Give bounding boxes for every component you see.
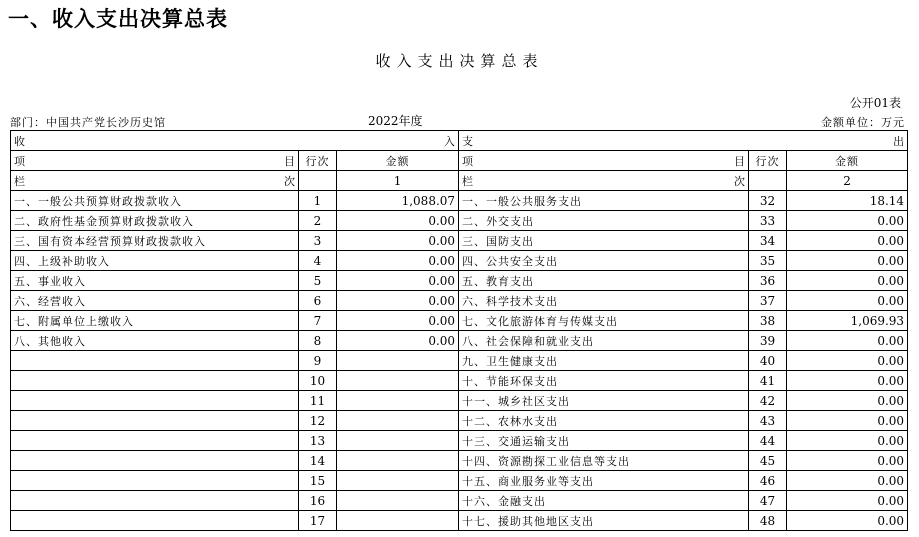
- expense-amount: 0.00: [787, 211, 908, 231]
- header-row-3: [11, 171, 908, 191]
- expense-amount: 0.00: [787, 451, 908, 471]
- expense-line-number: 34: [749, 231, 787, 251]
- income-line-number: 16: [299, 491, 337, 511]
- expense-line-header: 行次: [749, 151, 787, 171]
- table-row: [11, 331, 908, 351]
- expense-item-label: 十六、金融支出: [459, 491, 749, 511]
- income-item-label: 三、国有资本经营预算财政拨款收入: [11, 231, 299, 251]
- income-line-number: 17: [299, 511, 337, 531]
- income-amount: 0.00: [337, 271, 459, 291]
- table-row: [11, 511, 908, 531]
- expense-item-label: 十五、商业服务业等支出: [459, 471, 749, 491]
- table-row: [11, 291, 908, 311]
- income-amount: [337, 351, 459, 371]
- expense-item-label: 十二、农林水支出: [459, 411, 749, 431]
- income-line-number: 15: [299, 471, 337, 491]
- income-amount: 0.00: [337, 311, 459, 331]
- income-amount-header: 金额: [337, 151, 459, 171]
- income-item-label: 六、经营收入: [11, 291, 299, 311]
- expense-line-number: 41: [749, 371, 787, 391]
- income-line-number: 11: [299, 391, 337, 411]
- income-amount: 0.00: [337, 231, 459, 251]
- income-item-label: [11, 371, 299, 391]
- expense-item-label: 三、国防支出: [459, 231, 749, 251]
- income-expense-table: [10, 130, 908, 531]
- table-title: 收入支出决算总表: [375, 52, 544, 70]
- income-line-number: 6: [299, 291, 337, 311]
- income-line-number: 5: [299, 271, 337, 291]
- income-header-cell: [11, 131, 459, 151]
- income-header-right: 入: [444, 135, 456, 148]
- expense-item-label: 六、科学技术支出: [459, 291, 749, 311]
- table-row: [11, 271, 908, 291]
- table-row: [11, 211, 908, 231]
- income-line-header: 行次: [299, 151, 337, 171]
- income-ci: 次: [284, 175, 295, 188]
- amount-unit: 金额单位：万元: [821, 116, 905, 129]
- income-column-number: 1: [337, 171, 459, 191]
- table-row: [11, 411, 908, 431]
- income-line-number: 9: [299, 351, 337, 371]
- income-item-label: [11, 511, 299, 531]
- income-line-number: 8: [299, 331, 337, 351]
- income-item-label: [11, 411, 299, 431]
- income-amount: 0.00: [337, 291, 459, 311]
- department-label: 部门：中国共产党长沙历史馆: [10, 116, 166, 129]
- income-item-label: 七、附属单位上缴收入: [11, 311, 299, 331]
- expense-amount: 18.14: [787, 191, 908, 211]
- expense-amount: 0.00: [787, 391, 908, 411]
- header-row-1: [11, 131, 908, 151]
- expense-line-number: 47: [749, 491, 787, 511]
- income-amount: [337, 511, 459, 531]
- table-row: [11, 471, 908, 491]
- expense-item-label: 八、社会保障和就业支出: [459, 331, 749, 351]
- expense-amount: 0.00: [787, 491, 908, 511]
- expense-line-number: 35: [749, 251, 787, 271]
- table-row: [11, 251, 908, 271]
- header-row-2: [11, 151, 908, 171]
- expense-amount: 0.00: [787, 511, 908, 531]
- expense-amount: 0.00: [787, 371, 908, 391]
- expense-header-right: 出: [893, 135, 905, 148]
- expense-amount: 0.00: [787, 431, 908, 451]
- table-row: [11, 391, 908, 411]
- income-amount: 1,088.07: [337, 191, 459, 211]
- table-row: [11, 191, 908, 211]
- expense-item-label: 十七、援助其他地区支出: [459, 511, 749, 531]
- table-row: [11, 351, 908, 371]
- expense-line-number: 33: [749, 211, 787, 231]
- income-item-xiang: 项: [14, 155, 25, 168]
- income-amount: [337, 391, 459, 411]
- expense-item-label: 十三、交通运输支出: [459, 431, 749, 451]
- income-item-label: 一、一般公共预算财政拨款收入: [11, 191, 299, 211]
- expense-line-blank: [749, 171, 787, 191]
- expense-lan: 栏: [462, 175, 474, 188]
- income-line-number: 12: [299, 411, 337, 431]
- expense-item-header: [459, 151, 749, 171]
- expense-column-number: 2: [787, 171, 908, 191]
- expense-line-number: 43: [749, 411, 787, 431]
- income-item-label: 二、政府性基金预算财政拨款收入: [11, 211, 299, 231]
- income-item-header: [11, 151, 299, 171]
- income-item-label: [11, 451, 299, 471]
- fiscal-year: 2022年度: [368, 114, 423, 128]
- expense-line-number: 38: [749, 311, 787, 331]
- income-line-number: 14: [299, 451, 337, 471]
- expense-amount: 0.00: [787, 331, 908, 351]
- income-item-mu: 目: [284, 155, 295, 168]
- expense-header-left: 支: [462, 135, 474, 148]
- income-amount: [337, 471, 459, 491]
- income-amount: 0.00: [337, 251, 459, 271]
- expense-amount: 0.00: [787, 271, 908, 291]
- expense-item-label: 五、教育支出: [459, 271, 749, 291]
- expense-item-label: 九、卫生健康支出: [459, 351, 749, 371]
- income-item-label: [11, 351, 299, 371]
- expense-amount-header: 金额: [787, 151, 908, 171]
- income-item-label: 五、事业收入: [11, 271, 299, 291]
- expense-line-number: 46: [749, 471, 787, 491]
- expense-item-label: 四、公共安全支出: [459, 251, 749, 271]
- expense-header-cell: [459, 131, 908, 151]
- expense-line-number: 44: [749, 431, 787, 451]
- table-row: [11, 311, 908, 331]
- expense-line-number: 45: [749, 451, 787, 471]
- expense-column-label: [459, 171, 749, 191]
- income-amount: 0.00: [337, 211, 459, 231]
- income-amount: [337, 431, 459, 451]
- expense-item-label: 十一、城乡社区支出: [459, 391, 749, 411]
- income-lan: 栏: [14, 175, 25, 188]
- expense-amount: 0.00: [787, 291, 908, 311]
- expense-item-label: 一、一般公共服务支出: [459, 191, 749, 211]
- income-amount: [337, 411, 459, 431]
- expense-amount: 0.00: [787, 411, 908, 431]
- expense-line-number: 39: [749, 331, 787, 351]
- income-line-number: 1: [299, 191, 337, 211]
- income-line-number: 2: [299, 211, 337, 231]
- income-item-label: 四、上级补助收入: [11, 251, 299, 271]
- income-line-number: 3: [299, 231, 337, 251]
- expense-amount: 0.00: [787, 231, 908, 251]
- table-row: [11, 231, 908, 251]
- form-code: 公开01表: [849, 96, 901, 110]
- income-line-blank: [299, 171, 337, 191]
- income-line-number: 7: [299, 311, 337, 331]
- table-row: [11, 491, 908, 511]
- expense-item-label: 十四、资源勘探工业信息等支出: [459, 451, 749, 471]
- expense-line-number: 42: [749, 391, 787, 411]
- income-amount: [337, 371, 459, 391]
- income-item-label: [11, 391, 299, 411]
- expense-line-number: 36: [749, 271, 787, 291]
- expense-line-number: 48: [749, 511, 787, 531]
- income-item-label: [11, 471, 299, 491]
- income-amount: 0.00: [337, 331, 459, 351]
- expense-amount: 0.00: [787, 251, 908, 271]
- section-heading: 一、收入支出决算总表: [8, 7, 228, 31]
- expense-ci: 次: [734, 175, 746, 188]
- income-line-number: 10: [299, 371, 337, 391]
- expense-line-number: 32: [749, 191, 787, 211]
- income-line-number: 4: [299, 251, 337, 271]
- expense-item-label: 七、文化旅游体育与传媒支出: [459, 311, 749, 331]
- expense-line-number: 40: [749, 351, 787, 371]
- expense-amount: 0.00: [787, 471, 908, 491]
- expense-item-label: 二、外交支出: [459, 211, 749, 231]
- expense-item-xiang: 项: [462, 155, 474, 168]
- income-line-number: 13: [299, 431, 337, 451]
- expense-amount: 1,069.93: [787, 311, 908, 331]
- expense-item-label: 十、节能环保支出: [459, 371, 749, 391]
- income-column-label: [11, 171, 299, 191]
- table-row: [11, 371, 908, 391]
- income-amount: [337, 491, 459, 511]
- expense-item-mu: 目: [734, 155, 746, 168]
- expense-line-number: 37: [749, 291, 787, 311]
- income-item-label: 八、其他收入: [11, 331, 299, 351]
- table-row: [11, 431, 908, 451]
- income-header-left: 收: [14, 135, 25, 148]
- income-amount: [337, 451, 459, 471]
- income-item-label: [11, 431, 299, 451]
- expense-amount: 0.00: [787, 351, 908, 371]
- table-row: [11, 451, 908, 471]
- income-item-label: [11, 491, 299, 511]
